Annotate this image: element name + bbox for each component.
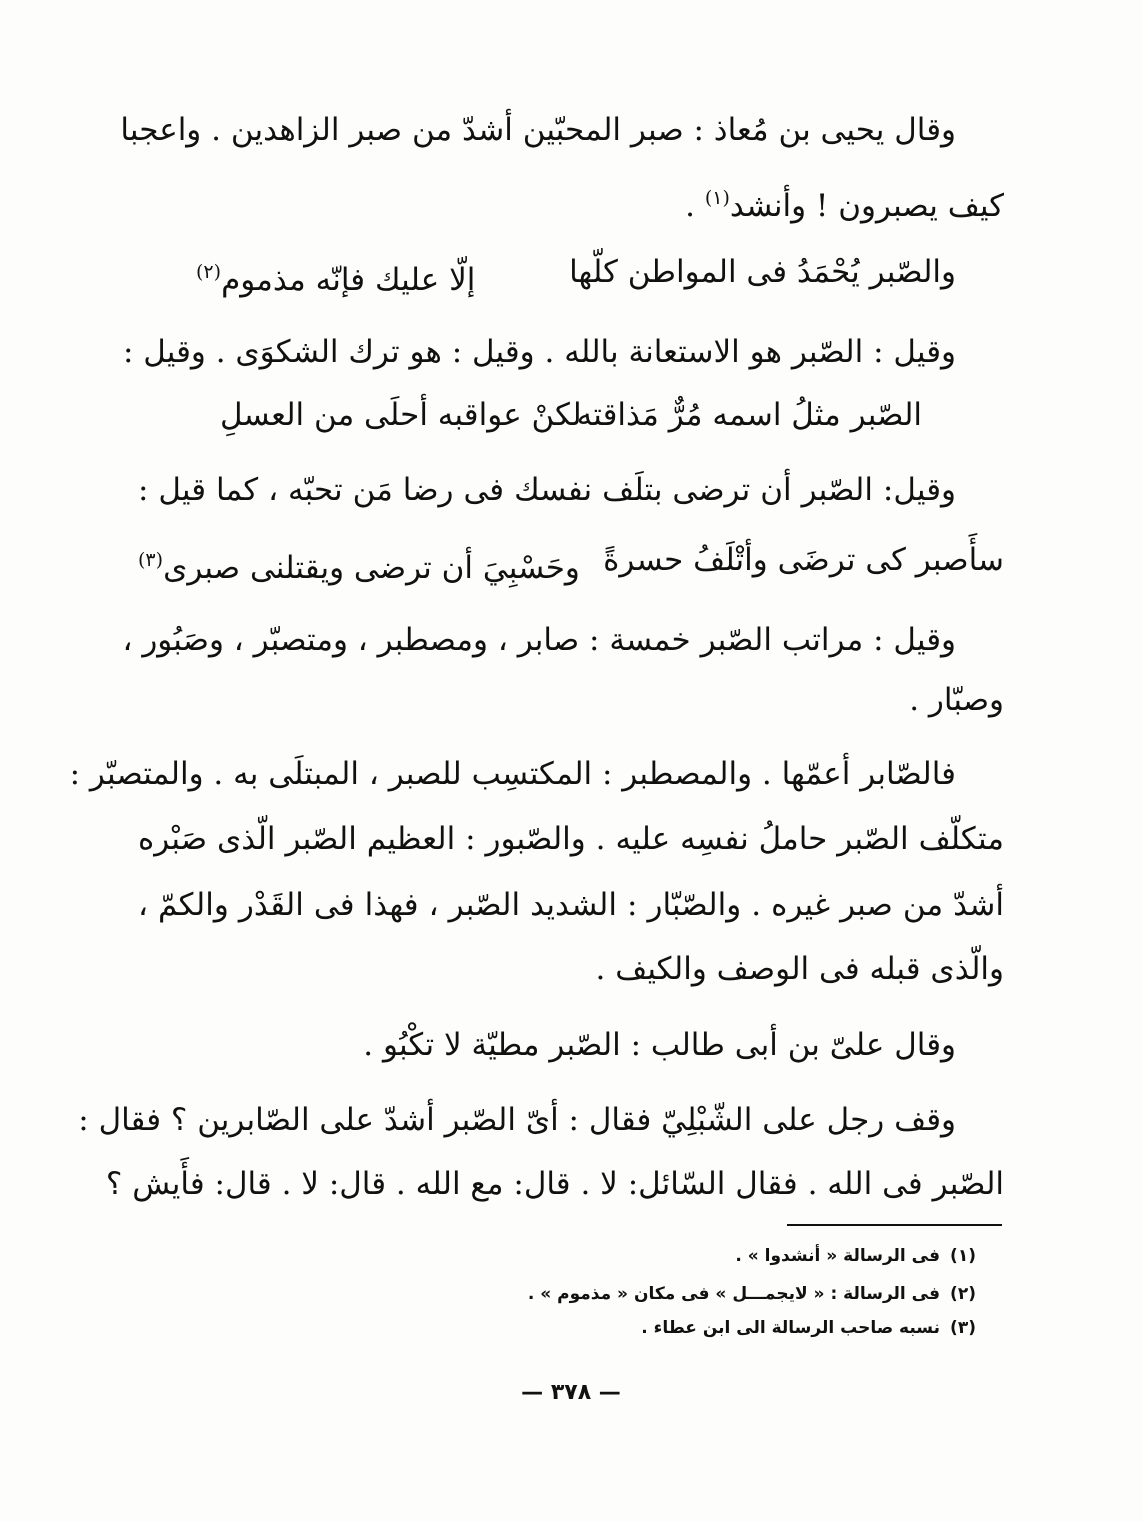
footnote-2-number: (٢) <box>950 1284 976 1304</box>
verse-3-hemistich-1: سأَصبر كى ترضَى وأتْلَفُ حسرةً <box>603 542 1004 578</box>
text-line-13: والّذى قبله فى الوصف والكيف . <box>595 951 1004 987</box>
text-line-9: وصبّار . <box>909 682 1004 718</box>
footnote-3 <box>641 1316 976 1340</box>
text-line-15: وقف رجل على الشّبْلِيّ فقال : أىّ الصّبر أشدّ على الصّابرين ؟ فقال : <box>78 1102 956 1138</box>
verse-1-hemistich-2 <box>196 250 475 302</box>
verse-3-hemistich-2 <box>138 538 580 590</box>
text-line-8: وقيل : مراتب الصّبر خمسة : صابر ، ومصطبر ، ومتصبّر ، وصَبُور ، <box>122 622 956 658</box>
footnote-ref-1: (١) <box>704 187 730 209</box>
text-line-2-content: كيف يصبرون ! وأنشد <box>729 188 1004 224</box>
page-number: — ٣٧٨ — <box>521 1380 621 1405</box>
text-line-2-end: . <box>685 188 705 224</box>
text-line-1: وقال يحيى بن مُعاذ : صبر المحبّين أشدّ من صبر الزاهدين . واعجبا <box>120 112 956 148</box>
text-line-6: وقيل: الصّبر أن ترضى بتلَف نفسك فى رضا مَن تحبّه ، كما قيل : <box>138 472 956 508</box>
text-line-2 <box>138 176 1004 228</box>
verse-2-hemistich-1: الصّبر مثلُ اسمه مُرٌّ مَذاقته <box>576 397 922 433</box>
text-line-14: وقال علىّ بن أبى طالب : الصّبر مطيّة لا تكْبُو . <box>363 1027 956 1063</box>
footnote-2 <box>528 1282 976 1306</box>
footnote-divider <box>787 1224 1002 1226</box>
footnote-3-text: نسبه صاحب الرسالة الى ابن عطاء . <box>641 1318 940 1338</box>
text-line-11: متكلّف الصّبر حاملُ نفسِه عليه . والصّبور : العظيم الصّبر الّذى صَبْره <box>138 821 1004 857</box>
text-line-10: فالصّابر أعمّها . والمصطبر : المكتسِب للصبر ، المبتلَى به . والمتصبّر : <box>69 756 956 792</box>
verse-2-hemistich-2: لكنْ عواقبه أحلَى من العسلِ <box>220 397 582 433</box>
text-line-4: وقيل : الصّبر هو الاستعانة بالله . وقيل : هو ترك الشكوَى . وقيل : <box>122 334 956 370</box>
verse-3-hemistich-2-text: وحَسْبِيَ أن ترضى ويقتلنى صبرى <box>163 550 580 586</box>
verse-1-hemistich-1: والصّبر يُحْمَدُ فى المواطن كلّها <box>569 254 956 290</box>
verse-1-hemistich-2-text: إلّا عليك فإنّه مذموم <box>221 262 476 298</box>
footnote-ref-2: (٢) <box>196 261 222 283</box>
footnote-3-number: (٣) <box>950 1318 976 1338</box>
text-line-16: الصّبر فى الله . فقال السّائل: لا . قال: مع الله . قال: لا . قال: فأَيش ؟ <box>105 1166 1004 1202</box>
footnote-1-number: (١) <box>950 1246 976 1266</box>
footnote-2-text: فى الرسالة : « لايجمـــل » فى مكان « مذموم » . <box>527 1284 940 1304</box>
footnote-ref-3: (٣) <box>138 549 164 571</box>
footnote-1-text: فى الرسالة « أنشدوا » . <box>735 1246 940 1266</box>
footnote-1 <box>735 1244 976 1268</box>
text-line-12: أشدّ من صبر غيره . والصّبّار : الشديد الصّبر ، فهذا فى القَدْر والكمّ ، <box>138 887 1004 923</box>
